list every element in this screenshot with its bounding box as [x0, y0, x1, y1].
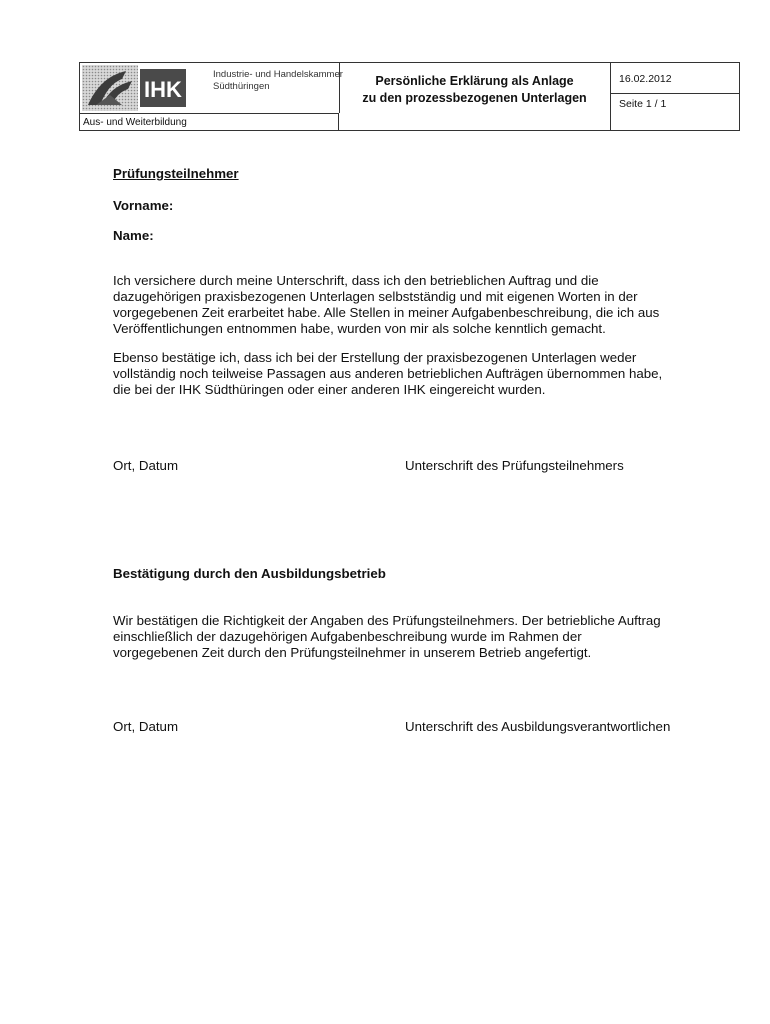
text-line: die bei der IHK Südthüringen oder einer anderen IHK eingereicht wurden. [113, 382, 546, 397]
logo-abbr: IHK [144, 77, 182, 102]
text-line: dazugehörigen praxisbezogenen Unterlagen selbstständig und mit eigenen Worten in der [113, 289, 638, 304]
text-line: vorgegebenen Zeit erarbeitet habe. Alle Stellen in meiner Aufgabenbeschreibung, die ich aus [113, 305, 660, 320]
company-signature-label: Unterschrift des Ausbildungsverantwortlichen [405, 719, 671, 734]
text-line: einschließlich der dazugehörigen Aufgabenbeschreibung wurde im Rahmen der [113, 629, 582, 644]
page-number: Seite 1 / 1 [619, 98, 667, 110]
text-line: vorgegebenen Zeit durch den Prüfungsteilnehmer in unserem Betrieb angefertigt. [113, 645, 592, 660]
company-place-date-label: Ort, Datum [113, 719, 179, 734]
text-line: Ebenso bestätige ich, dass ich bei der Erstellung der praxisbezogenen Unterlagen weder [113, 350, 637, 365]
ihk-logo [82, 65, 206, 111]
document-date: 16.02.2012 [611, 63, 739, 94]
logo-line1: Industrie- und Handelskammer [213, 69, 343, 80]
declaration-paragraph-1 [113, 273, 713, 337]
text-line: Veröffentlichungen entnommen habe, wurden von mir als solche kenntlich gemacht. [113, 321, 606, 336]
logo-text [213, 69, 343, 93]
document-header [79, 62, 740, 131]
first-name-label: Vorname: [113, 198, 174, 213]
department-label: Aus- und Weiterbildung [80, 113, 339, 131]
confirmation-paragraph [113, 613, 713, 661]
participant-signature-label: Unterschrift des Prüfungsteilnehmers [405, 458, 624, 473]
logo-cell [80, 63, 343, 113]
title-line2: zu den prozessbezogenen Unterlagen [362, 91, 587, 105]
name-label: Name: [113, 228, 154, 243]
logo-line2: Südthüringen [213, 81, 270, 92]
participant-place-date-label: Ort, Datum [113, 458, 179, 473]
text-line: Wir bestätigen die Richtigkeit der Angaben des Prüfungsteilnehmers. Der betriebliche Auftrag [113, 613, 661, 628]
participant-heading: Prüfungsteilnehmer [113, 166, 239, 181]
title-line1: Persönliche Erklärung als Anlage [375, 74, 574, 88]
text-line: vollständig noch teilweise Passagen aus anderen betrieblichen Aufträgen übernommen habe, [113, 366, 663, 381]
text-line: Ich versichere durch meine Unterschrift, dass ich den betrieblichen Auftrag und die [113, 273, 599, 288]
document-title [339, 63, 611, 130]
confirmation-heading: Bestätigung durch den Ausbildungsbetrieb [113, 566, 386, 581]
declaration-paragraph-2 [113, 350, 713, 398]
